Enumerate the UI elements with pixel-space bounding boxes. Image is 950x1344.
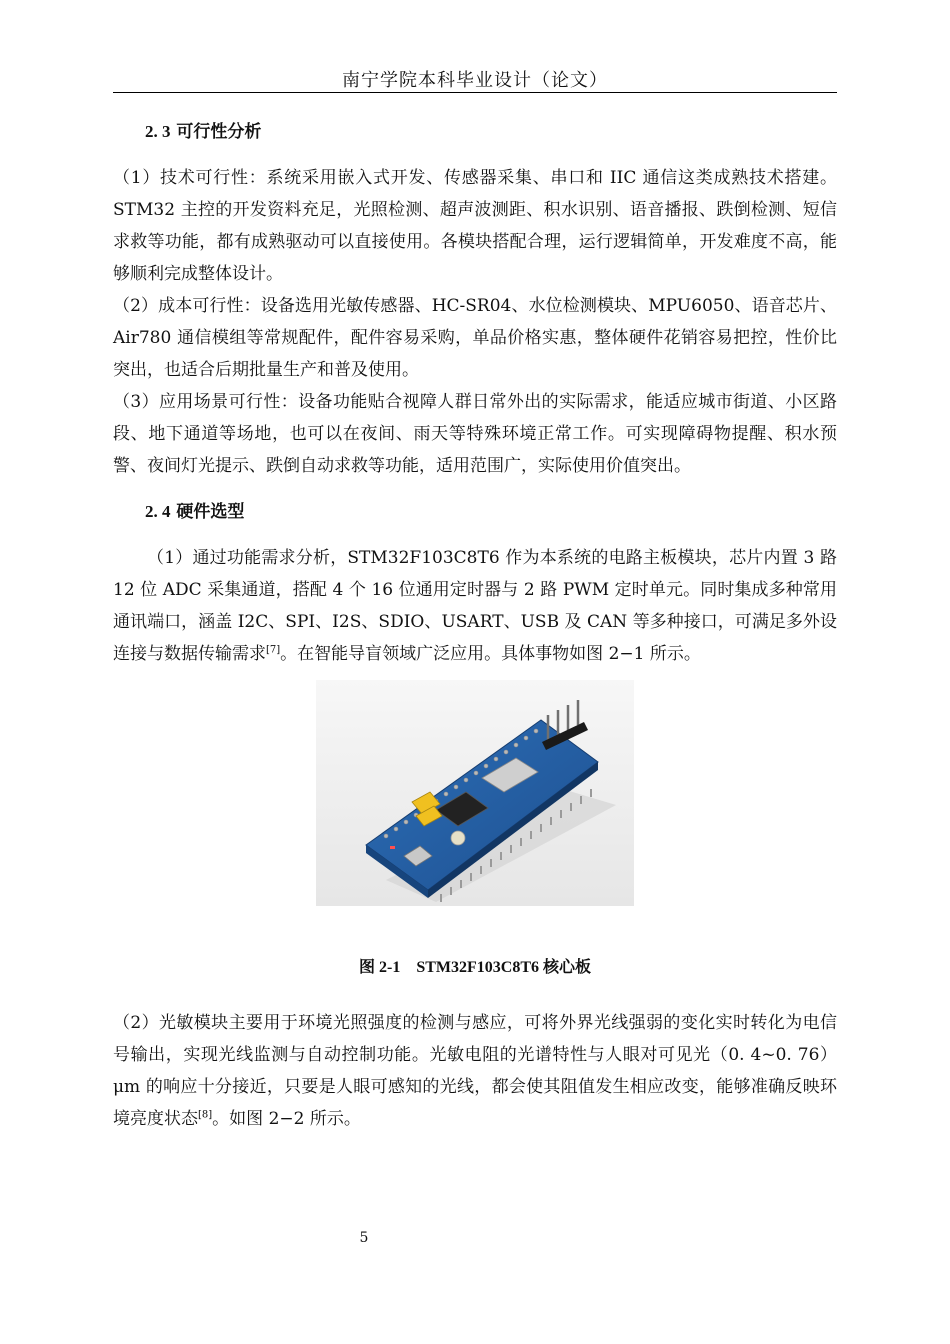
- paragraph-text: （2）光敏模块主要用于环境光照强度的检测与感应，可将外界光线强弱的变化实时转化为电信号输出，实现光线监测与自动控制功能。光敏电阻的光谱特性与人眼对可见光（0. 4~0. 76）μm 的响应十分接近，只要是人眼可感知的光线，都会使其阻值发生相应改变，能够准确反映环境亮度状态: [113, 1013, 837, 1129]
- paragraph-text: 。如图 2−2 所示。: [212, 1109, 361, 1129]
- hardware-light-sensor-paragraph: [113, 1007, 837, 1135]
- hardware-mcu-paragraph: [113, 542, 837, 670]
- feasibility-cost: （2）成本可行性：设备选用光敏传感器、HC-SR04、水位检测模块、MPU6050、语音芯片、Air780 通信模组等常规配件，配件容易采购，单品价格实惠，整体硬件花销容易把控，性价比突出，也适合后期批量生产和普及使用。: [113, 296, 837, 380]
- section-number: 2. 4: [145, 502, 171, 521]
- section-title: 硬件选型: [176, 502, 245, 522]
- citation-ref: [7]: [266, 644, 281, 656]
- paragraph-text: 。在智能导盲领域广泛应用。具体事物如图 2−1 所示。: [280, 644, 701, 664]
- feasibility-technical: （1）技术可行性：系统采用嵌入式开发、传感器采集、串口和 IIC 通信这类成熟技术搭建。STM32 主控的开发资料充足，光照检测、超声波测距、积水识别、语音播报、跌倒检测、短信求救等功能，都有成熟驱动可以直接使用。各模块搭配合理，运行逻辑简单，开发难度不高，能够顺利完成整体设计。: [113, 168, 837, 284]
- stm32-board-illustration: [316, 680, 634, 906]
- section-title: 可行性分析: [176, 122, 262, 142]
- running-header: 南宁学院本科毕业设计（论文）: [342, 70, 608, 91]
- citation-ref: [8]: [198, 1109, 213, 1121]
- paragraph-text: （1）通过功能需求分析，STM32F103C8T6 作为本系统的电路主板模块，芯片内置 3 路 12 位 ADC 采集通道，搭配 4 个 16 位通用定时器与 2 路 PWM 定时单元。同时集成多种常用通讯端口，涵盖 I2C、SPI、I2S、SDIO、USART、USB 及 CAN 等多种接口，可满足多外设连接与数据传输需求: [113, 548, 837, 664]
- figure-stm32-board: [316, 680, 634, 906]
- section-heading-2-3: [113, 110, 837, 154]
- header-rule: [113, 92, 837, 93]
- page-number: 5: [359, 1230, 369, 1246]
- page-body: [113, 110, 837, 1135]
- section-number: 2. 3: [145, 122, 171, 141]
- figure-caption: 图 2-1 STM32F103C8T6 核心板: [358, 959, 591, 976]
- section-heading-2-4: [113, 490, 837, 534]
- feasibility-scenario: （3）应用场景可行性：设备功能贴合视障人群日常外出的实际需求，能适应城市街道、小区路段、地下通道等场地，也可以在夜间、雨天等特殊环境正常工作。可实现障碍物提醒、积水预警、夜间灯光提示、跌倒自动求救等功能，适用范围广，实际使用价值突出。: [113, 392, 837, 476]
